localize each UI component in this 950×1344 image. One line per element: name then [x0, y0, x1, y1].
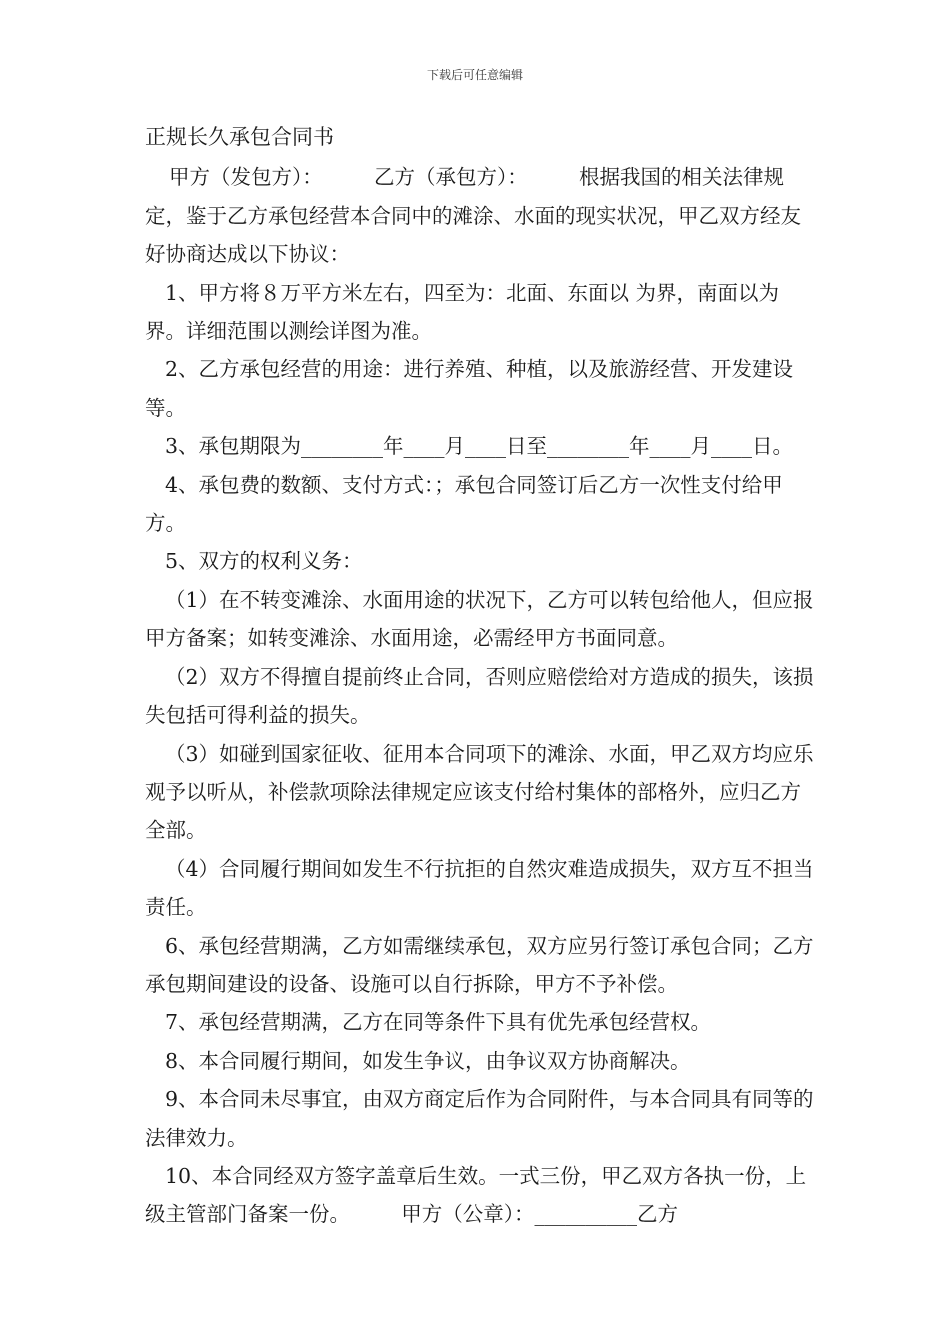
contract-body [145, 118, 817, 1234]
document-title: 正规长久承包合同书 [145, 125, 334, 149]
header-note: 下载后可任意编辑 [426, 68, 523, 82]
clause-5: 5、双方的权利义务： [165, 549, 363, 574]
clause-9: 9、本合同未尽事宜，由双方商定后作为合同附件，与本合同具有同等的法律效力。 [145, 1087, 814, 1150]
clause-8: 8、本合同履行期间，如发生争议，由争议双方协商解决。 [165, 1048, 691, 1073]
clause-2: 2、乙方承包经营的用途：进行养殖、种植，以及旅游经营、开发建设等。 [145, 357, 794, 420]
clause-6: 6、承包经营期满，乙方如需继续承包，双方应另行签订承包合同；乙方承包期间建设的设备、设施可以自行拆除，甲方不予补偿。 [145, 933, 814, 996]
clause-5-1: （1）在不转变滩涂、水面用途的状况下，乙方可以转包给他人，但应报甲方备案；如转变滩涂、水面用途，必需经甲方书面同意。 [145, 587, 814, 651]
clause-5-3: （3）如碰到国家征收、征用本合同项下的滩涂、水面，甲乙双方均应乐观予以听从，补偿款项除法律规定应该支付给村集体的部格外，应归乙方全部。 [145, 741, 814, 843]
clause-5-2: （2）双方不得擅自提前终止合同，否则应赔偿给对方造成的损失，该损失包括可得利益的损失。 [145, 664, 814, 728]
parties-paragraph: 甲方（发包方）： 乙方（承包方）： 根据我国的相关法律规定，鉴于乙方承包经营本合同中的滩涂、水面的现实状况，甲乙双方经友好协商达成以下协议： [145, 165, 801, 267]
clause-7: 7、承包经营期满，乙方在同等条件下具有优先承包经营权。 [165, 1010, 712, 1035]
clause-1: 1、甲方将８万平方米左右，四至为：北面、东面以 为界，南面以为界。详细范围以测绘详图为准。 [145, 280, 780, 344]
clause-3: 3、承包期限为________年____月____日至________年____月____日。 [165, 434, 794, 459]
clause-5-4: （4）合同履行期间如发生不行抗拒的自然灾难造成损失，双方互不担当责任。 [145, 856, 814, 920]
clause-10: 10、本合同经双方签字盖章后生效。一式三份，甲乙双方各执一份，上级主管部门备案一份。 甲方（公章）：__________乙方 [145, 1163, 807, 1227]
clause-4: 4、承包费的数额、支付方式：；承包合同签订后乙方一次性支付给甲方。 [145, 472, 783, 536]
